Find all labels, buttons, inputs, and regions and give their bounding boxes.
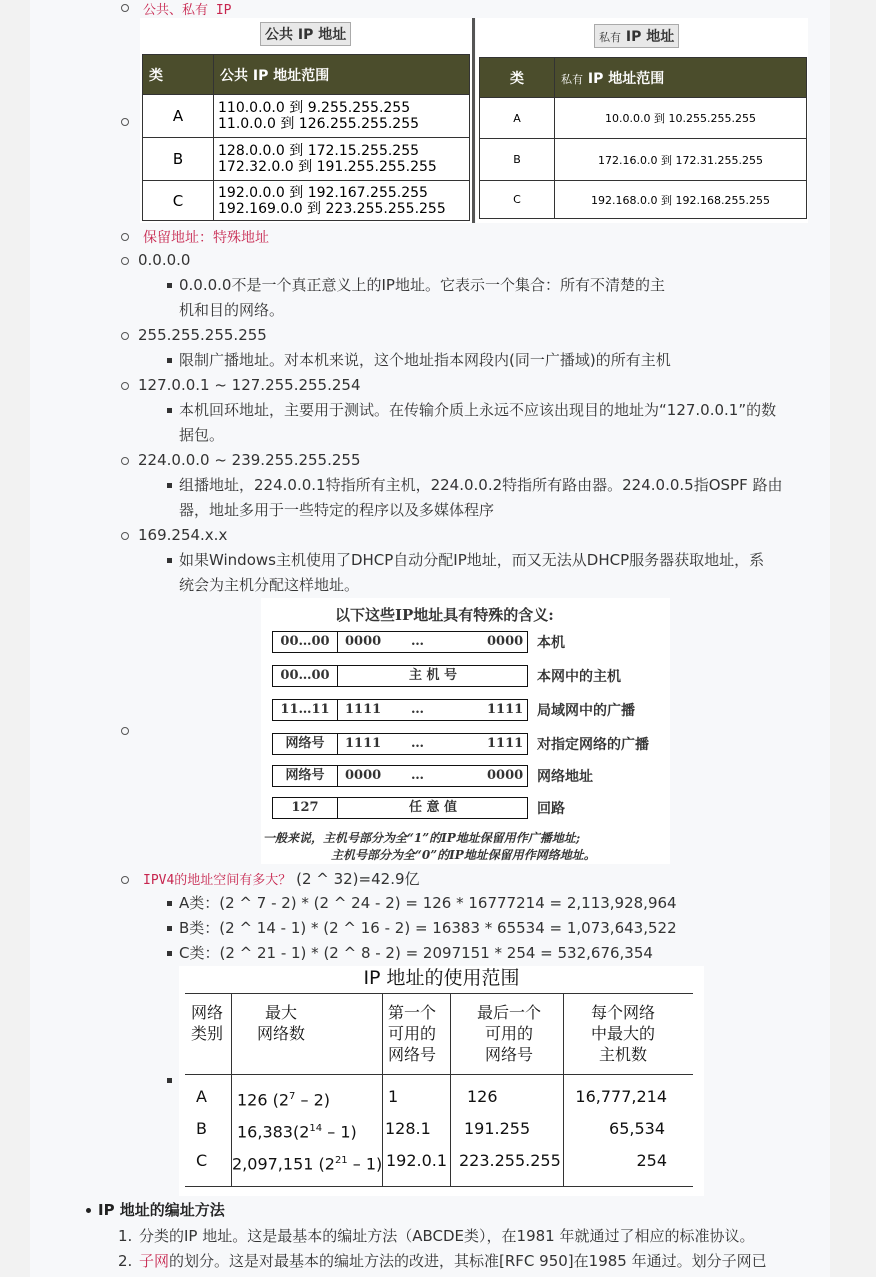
reserved-address: 169.254.x.x	[138, 526, 228, 544]
encoding-item-number: 2.	[118, 1252, 133, 1270]
ipv4-class-count: A类：(2 ^ 7 - 2) * (2 ^ 24 - 2) = 126 * 16777214 = 2,113,928,964	[179, 894, 677, 912]
list-bullet-hollow	[121, 876, 129, 884]
list-bullet-hollow	[121, 118, 129, 126]
special-net-part: 127	[273, 798, 338, 818]
public-row-range-line: 172.32.0.0 到 191.255.255.255	[218, 159, 437, 175]
private-col-class: 类	[480, 58, 555, 98]
usage-row-last-network: 191.255	[464, 1119, 531, 1138]
table-row	[480, 139, 807, 181]
list-bullet-hollow	[121, 4, 129, 12]
special-host-dots: …	[411, 736, 424, 751]
reserved-address: 0.0.0.0	[138, 251, 191, 269]
usage-header-class: 网络 类别	[191, 1003, 224, 1043]
special-host-right: 0000	[487, 634, 524, 649]
public-row-range-line: 11.0.0.0 到 126.255.255.255	[218, 116, 420, 132]
private-table-caption	[594, 24, 679, 48]
private-row-class: C	[480, 181, 555, 219]
special-host-right: 0000	[487, 768, 524, 783]
special-host-left: 0000	[345, 634, 382, 649]
usage-table-rule	[185, 1074, 693, 1075]
usage-row-class: A	[196, 1087, 207, 1106]
private-caption-small: 私有	[599, 31, 621, 44]
reserved-address: 255.255.255.255	[138, 326, 267, 344]
ipv4-answer: (2 ^ 32)=42.9亿	[296, 870, 420, 888]
public-row-range-line: 192.169.0.0 到 223.255.255.255	[218, 200, 446, 217]
special-net-part: 网络号	[273, 734, 338, 754]
private-row-range: 172.16.0.0 到 172.31.255.255	[555, 139, 807, 181]
table-row	[480, 181, 807, 219]
usage-row-first-network: 128.1	[385, 1119, 431, 1138]
ip-usage-table-image	[179, 966, 704, 1196]
list-bullet-hollow	[121, 382, 129, 390]
special-row-label: 网络地址	[537, 769, 593, 785]
special-host-dots: …	[411, 768, 424, 783]
usage-row-max-networks: 2,097,151 $(2^{21} - 1)$	[232, 1154, 383, 1174]
private-row-range: 192.168.0.0 到 192.168.255.255	[555, 181, 807, 219]
list-bullet-square	[167, 408, 172, 413]
usage-row-last-network: 126	[467, 1087, 498, 1106]
special-figure-note: 主机号部分为全“0”的IP地址保留用作网络地址。	[331, 848, 596, 862]
special-row-label: 本机	[537, 635, 565, 651]
usage-header-max-hosts: 每个网络 中最大的 主机数	[591, 1003, 656, 1064]
reserved-address: 224.0.0.0 ~ 239.255.255.255	[138, 451, 361, 469]
list-bullet-hollow	[121, 233, 129, 241]
reserved-description-line: 本机回环地址，主要用于测试。在传输介质上永远不应该出现目的地址为“127.0.0.1”的数	[179, 401, 777, 419]
special-row-label: 回路	[537, 801, 565, 817]
public-table-caption: 公共 IP 地址	[260, 22, 351, 46]
special-row-label: 对指定网络的广播	[537, 737, 649, 753]
encoding-item-text: 分类的IP 地址。这是最基本的编址方法（ABCDE类），在1981 年就通过了相应的标准协议。	[139, 1227, 755, 1245]
special-host-right: 1111	[487, 702, 524, 717]
public-row-class: C	[143, 181, 214, 221]
public-row-range-line: 110.0.0.0 到 9.255.255.255	[218, 100, 411, 116]
public-row-class: B	[143, 138, 214, 181]
public-ip-table-image	[140, 18, 472, 223]
reserved-description-line: 据包。	[179, 426, 225, 444]
list-bullet-hollow	[121, 457, 129, 465]
special-ip-figure	[261, 598, 670, 864]
reserved-description-line: 如果Windows主机使用了DHCP自动分配IP地址，而又无法从DHCP服务器获取地址，系	[179, 551, 765, 569]
private-col-range-small: 私有	[561, 72, 583, 86]
usage-row-class: C	[196, 1151, 208, 1170]
ipv4-question: IPV4的地址空间有多大？	[143, 873, 292, 888]
ipv4-class-count: C类：(2 ^ 21 - 1) * (2 ^ 8 - 2) = 2097151 * 254 = 532,676,354	[179, 944, 653, 962]
list-bullet-square	[167, 483, 172, 488]
table-row	[480, 98, 807, 139]
list-bullet-hollow	[121, 332, 129, 340]
special-row-box	[272, 699, 528, 721]
usage-row-max-networks: 126 $(2^7 - 2)$	[237, 1090, 331, 1110]
usage-table-rule	[185, 993, 693, 994]
special-row-box	[272, 665, 528, 687]
special-host-dots: …	[411, 702, 424, 717]
list-bullet-square	[167, 558, 172, 563]
subnet-link[interactable]: 子网	[139, 1252, 170, 1270]
reserved-description-line: 器，地址多用于一些特定的程序以及多媒体程序	[179, 501, 495, 519]
private-row-class: A	[480, 98, 555, 139]
list-bullet-square	[167, 358, 172, 363]
list-bullet-square	[167, 926, 172, 931]
usage-header-max-networks: 最大 网络数	[257, 1003, 306, 1043]
usage-row-max-hosts: 65,534	[609, 1119, 665, 1138]
reserved-heading: 保留地址：特殊地址	[143, 230, 269, 246]
private-ip-table-image	[476, 18, 808, 223]
special-row-box	[272, 765, 528, 787]
reserved-description-line: 限制广播地址。对本机来说，这个地址指本网段内(同一广播域)的所有主机	[179, 351, 671, 369]
encoding-item-number: 1.	[118, 1227, 133, 1245]
usage-row-first-network: 1	[388, 1087, 399, 1106]
special-figure-note: 一般来说，主机号部分为全“1”的IP地址保留用作广播地址;	[263, 831, 581, 845]
public-col-class: 类	[143, 55, 214, 95]
special-net-part: 00…00	[273, 666, 338, 686]
private-caption-main: IP 地址	[625, 29, 675, 45]
special-host-full: 任 意 值	[408, 800, 458, 815]
list-bullet-square	[167, 951, 172, 956]
special-net-part: 00…00	[273, 632, 338, 652]
private-col-range-main: IP 地址范围	[587, 70, 665, 87]
usage-header-last-network: 最后一个 可用的 网络号	[477, 1003, 542, 1064]
encoding-item-line: 子网的划分。这是对最基本的编址方法的改进，其标准[RFC 950]在1985 年通过。划分子网已	[139, 1252, 767, 1270]
public-row-range-line: 128.0.0.0 到 172.15.255.255	[218, 143, 420, 159]
special-row-label: 本网中的主机	[537, 669, 621, 685]
left-margin	[0, 0, 30, 1277]
usage-table-col-line	[450, 993, 451, 1186]
reserved-description-line: 统会为主机分配这样地址。	[179, 576, 360, 594]
special-host-dots: …	[411, 634, 424, 649]
special-figure-title: 以下这些IP地址具有特殊的含义:	[335, 606, 554, 624]
special-host-left: 1111	[345, 702, 382, 717]
table-row	[143, 138, 470, 181]
usage-table-rule	[185, 1186, 693, 1187]
usage-row-class: B	[196, 1119, 207, 1138]
list-bullet-hollow	[121, 532, 129, 540]
special-row-label: 局域网中的广播	[537, 703, 635, 719]
list-bullet-square	[167, 901, 172, 906]
list-bullet-hollow	[121, 257, 129, 265]
special-host-left: 0000	[345, 768, 382, 783]
right-margin	[830, 0, 876, 1277]
special-host-right: 1111	[487, 736, 524, 751]
usage-table-title: IP 地址的使用范围	[363, 967, 520, 989]
special-host-left: 1111	[345, 736, 382, 751]
reserved-description-line: 0.0.0.0不是一个真正意义上的IP地址。它表示一个集合：所有不清楚的主	[179, 276, 665, 294]
public-ip-table	[142, 54, 470, 221]
usage-header-first-network: 第一个 可用的 网络号	[388, 1003, 437, 1064]
public-row-class: A	[143, 95, 214, 138]
section-heading-public-private: 公共、私有 IP	[143, 3, 232, 18]
public-row-range-line: 192.0.0.0 到 192.167.255.255	[218, 184, 428, 201]
table-row	[143, 95, 470, 138]
list-bullet-square	[167, 283, 172, 288]
ipv4-question-line	[143, 868, 420, 892]
usage-row-max-hosts: 16,777,214	[575, 1087, 667, 1106]
list-bullet-hollow	[121, 727, 129, 735]
special-row-box	[272, 797, 528, 819]
table-row	[143, 181, 470, 221]
public-col-range: 公共 IP 地址范围	[214, 55, 470, 95]
usage-row-last-network: 223.255.255	[459, 1151, 561, 1170]
special-net-part: 11…11	[273, 700, 338, 720]
usage-row-max-networks: $16,383(2^{14} - 1)$	[237, 1122, 357, 1142]
usage-row-first-network: 192.0.1	[386, 1151, 448, 1170]
usage-row-max-hosts: 254	[636, 1151, 667, 1170]
encoding-heading: IP 地址的编址方法	[98, 1201, 225, 1219]
ipv4-class-count: B类：(2 ^ 14 - 1) * (2 ^ 16 - 2) = 16383 * 65534 = 1,073,643,522	[179, 919, 677, 937]
private-ip-table	[479, 57, 807, 219]
private-row-class: B	[480, 139, 555, 181]
special-net-part: 网络号	[273, 766, 338, 786]
reserved-address: 127.0.0.1 ~ 127.255.255.254	[138, 376, 361, 394]
private-row-range: 10.0.0.0 到 10.255.255.255	[555, 98, 807, 139]
list-bullet-disc	[86, 1208, 91, 1213]
reserved-description-line: 机和目的网络。	[179, 301, 285, 319]
special-host-full: 主 机 号	[408, 668, 458, 683]
image-divider	[472, 18, 475, 223]
list-bullet-square	[167, 1078, 172, 1083]
reserved-description-line: 组播地址，224.0.0.1特指所有主机，224.0.0.2特指所有路由器。224.0.0.5指OSPF 路由	[179, 476, 783, 494]
special-row-box	[272, 733, 528, 755]
special-row-box	[272, 631, 528, 653]
